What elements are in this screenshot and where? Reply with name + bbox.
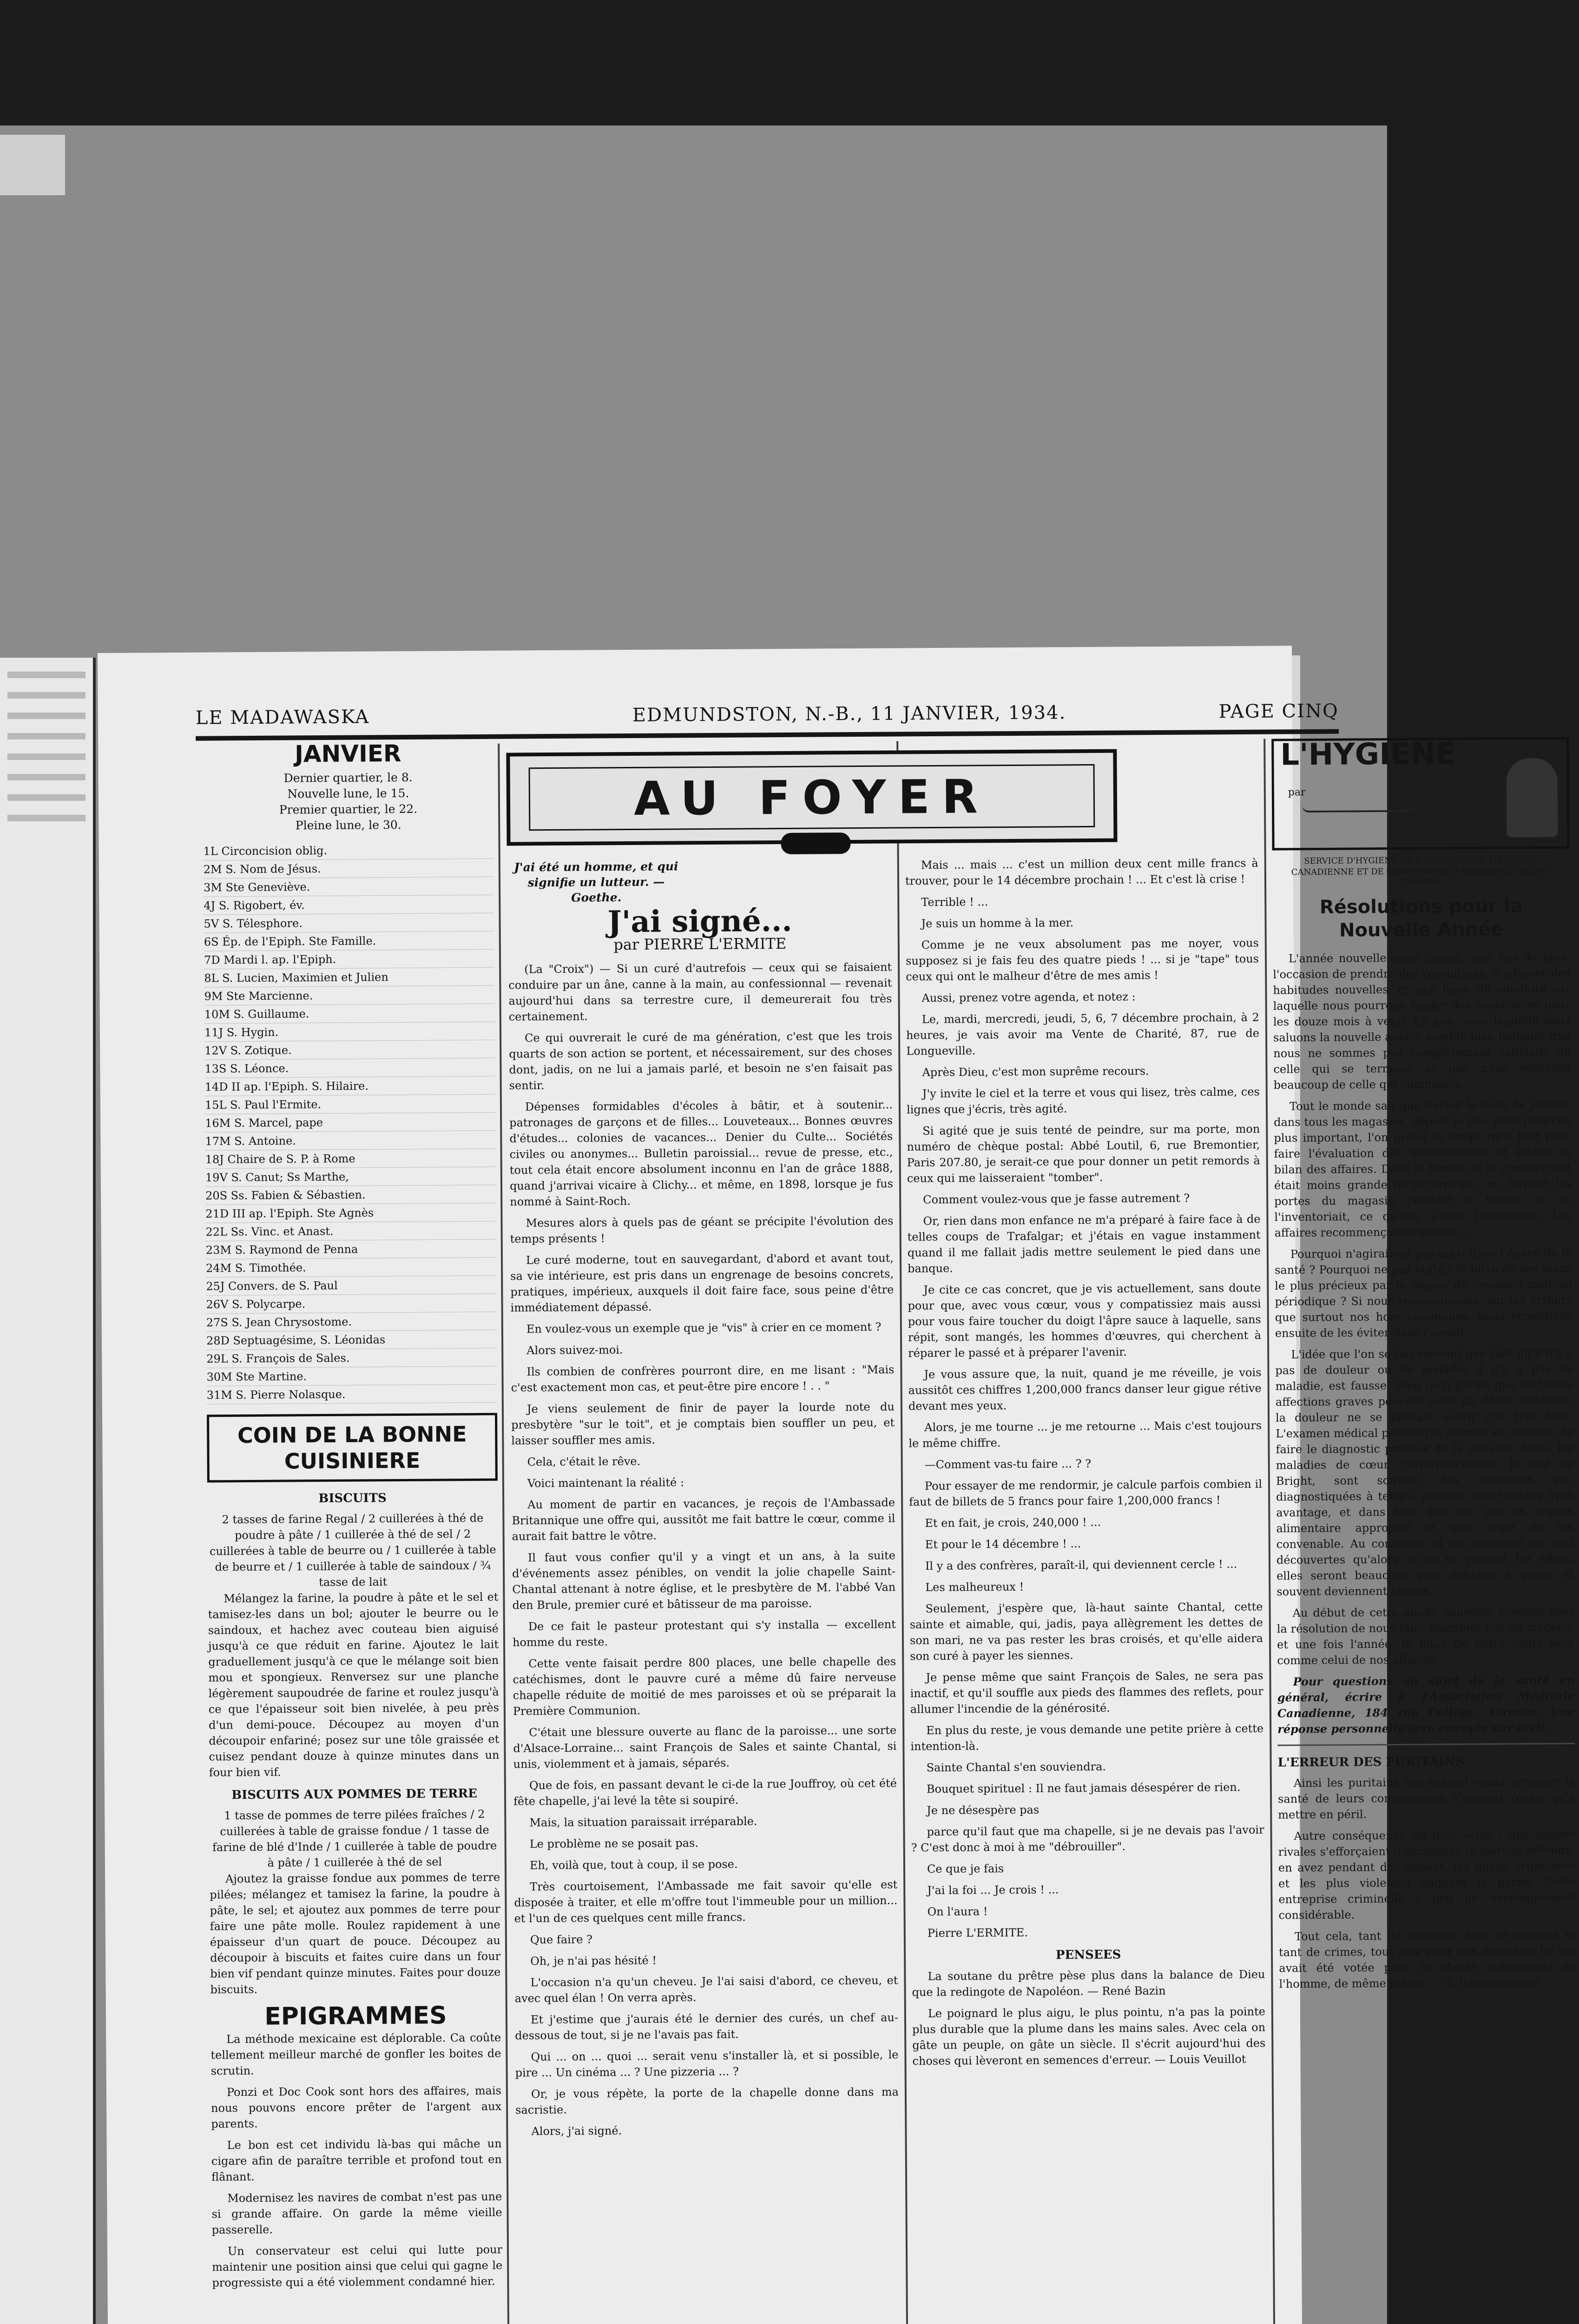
page-number: PAGE CINQ — [1218, 700, 1339, 723]
article-paragraph: Que de fois, en passant devant le ci-de la rue Jouffroy, où cet été fête chapelle, j'ai levé la tête si soupiré. — [513, 1776, 897, 1808]
dateline: EDMUNDSTON, N.-B., 11 JANVIER, 1934. — [632, 702, 1066, 726]
paper-name: LE MADAWASKA — [195, 706, 370, 729]
au-foyer-banner — [506, 749, 1117, 846]
article-paragraph: Très courtoisement, l'Ambassade me fait savoir qu'elle est disposée à traiter, et elle m'offre tout l'immeuble pour un million... et l'un de ces quelques cent mille francs. — [514, 1878, 898, 1925]
article-paragraph: Il faut vous confier qu'il y a vingt et un ans, à la suite d'événements assez pénibles, on vendit la jolie chapelle Saint-Chantal attenant à notre église, et le presbytère de M. l'abbé Van den Brule, premier curé et bâtisseur de ma paroisse. — [512, 1549, 896, 1612]
article-paragraph: J'y invite le ciel et la terre et vous qui lisez, très calme, ces lignes que j'écris, très agité. — [906, 1085, 1260, 1116]
article-paragraph: Sainte Chantal s'en souviendra. — [926, 1760, 1106, 1775]
article-paragraph: Alors suivez-moi. — [526, 1343, 623, 1357]
article-paragraph: Les malheureux ! — [925, 1580, 1024, 1594]
article-paragraph: Cette vente faisait perdre 800 places, une belle chapelle des catéchismes, dont le pauvre curé a même dû faire nerveuse chapelle réduite de moitié de mes paroisses et où se préparait la Première Communion. — [513, 1655, 896, 1718]
article-paragraph: Il y a des confrères, paraît-il, qui deviennent cercle ! ... — [925, 1558, 1237, 1573]
article-paragraph: C'était une blessure ouverte au flanc de la paroisse... une sorte d'Alsace-Lorraine... saint François de Sales et sainte Chantal, si unis, violemment et à jamais, séparés. — [513, 1723, 897, 1771]
calendar-day: 12V S. Zotique. — [204, 1040, 495, 1060]
calendar-day: 30M Ste Martine. — [206, 1367, 497, 1386]
calendar-day: 14D II ap. l'Epiph. S. Hilaire. — [205, 1076, 495, 1096]
epigramme: La méthode mexicaine est déplorable. Ca coûte tellement meilleur marché de gonfler les boites de scrutin. — [211, 2031, 501, 2078]
calendar-day: 5V S. Télesphore. — [204, 913, 494, 933]
article-paragraph: Mesures alors à quels pas de géant se précipite l'évolution des temps présents ! — [510, 1214, 894, 1246]
pensee: Le poignard le plus aigu, le plus pointu, n'a pas la pointe plus durable que la plume dans les mains sales. Avec cela on gâte un peuple, on gâte un siècle. Il s'écrit aujourd'hui des choses qui lèveront en semences d'erreur. — Louis Veuillot — [912, 2005, 1266, 2068]
calendar-day: 31M S. Pierre Nolasque. — [207, 1385, 497, 1405]
article-paragraph: Terrible ! ... — [921, 895, 988, 909]
calendar-day: 18J Chaire de S. P. à Rome — [205, 1149, 496, 1169]
calendar-day: 6S Ép. de l'Epiph. Ste Famille. — [204, 931, 494, 951]
calendar-day: 13S S. Léonce. — [204, 1058, 495, 1078]
article-paragraph: Je vous assure que, la nuit, quand je me réveille, je vois aussitôt ces chiffres 1,200,000 francs danser leur gigue rétive devant mes yeux. — [908, 1366, 1262, 1413]
article-paragraph: Je suis un homme à la mer. — [921, 916, 1074, 931]
recipe-title: BISCUITS AUX POMMES DE TERRE — [231, 1787, 477, 1802]
article-paragraph: De ce fait le pasteur protestant qui s'y installa — excellent homme du reste. — [512, 1618, 896, 1649]
article-paragraph: Tout le monde sait que durant le mois de janvier, dans tous les magasins, depuis le plus petit jusqu'au plus important, l'on prend le temps qu'il faut pour faire l'évaluation des marchandises et établir le bilan des affaires. Dans le temps où le commerçant était moins grande qu'aujourd'hui, on fermait les portes du magasin pendant le temps, et on l'inventoriait, ce qu'elle s'était l'inventaire. Les affaires recommençaient ensuite ... — [1274, 1098, 1572, 1240]
article-paragraph: Ils combien de confrères pourront dire, en me lisant : "Mais c'est exactement mon cas, et peut-être pire encore ! . . " — [511, 1363, 895, 1394]
calendar-day: 27S S. Jean Chrysostome. — [206, 1312, 497, 1332]
calendar-day: 20S Ss. Fabien & Sébastien. — [205, 1185, 496, 1205]
article-paragraph: Pourquoi n'agirait-on pas ainsi dans l'égard de la santé ? Pourquoi ne pas établir le bilan de ses biens le plus précieux par le moyen de l'examen médical périodique ? Si nous reconnaissons, sur les erreurs que surtout nos hors communes, nous remettions ensuite de les éviter dans l'avenir. — [1275, 1246, 1572, 1340]
article-paragraph: On l'aura ! — [927, 1905, 988, 1919]
article-paragraph: Je viens seulement de finir de payer la lourde note du presbytère "sur le toit", et je comptais bien souffler un peu, et laisser souffler mes amis. — [511, 1400, 895, 1447]
article-paragraph: Si agité que je suis tenté de peindre, sur ma porte, mon numéro de chèque postal: Abbé Loutil, 6, rue Bremontier, Paris 207.80, je serait-ce que pour donner un petit remords à ceux qui me laisseraient "tomber". — [907, 1122, 1260, 1185]
article-paragraph: Seulement, j'espère que, là-haut sainte Chantal, cette sainte et aimable, qui, jadis, paya allègrement les dettes de son mari, ne va pas rester les bras croisés, et qu'elle aidera son curé à payer les siennes. — [909, 1600, 1263, 1663]
article-paragraph: L'année nouvelle nous fournit, une fois de plus, l'occasion de prendre des résolutions, d'adopter des habitudes nouvelles, et une ligne de conduite sur laquelle nous pourrons fonder des espérances pour les douze mois à venir. La joie, avec laquelle nous saluons la nouvelle année, semble bien indiquer que nous ne sommes pas complètement satisfaits de celle qui se termine, et que nous espérons beaucoup de celle qui commence. — [1273, 950, 1571, 1092]
calendar-day: 28D Septuagésime, S. Léonidas — [206, 1330, 497, 1350]
article-paragraph: Je ne désespère pas — [927, 1803, 1040, 1817]
calendar-day: 26V S. Polycarpe. — [206, 1294, 496, 1314]
article-paragraph: Oh, je n'ai pas hésité ! — [530, 1954, 657, 1968]
calendar-day: 2M S. Nom de Jésus. — [204, 859, 494, 879]
calendar-month: JANVIER — [295, 740, 401, 768]
calendar-day: 3M Ste Geneviève. — [204, 877, 494, 897]
epigramme: Le bon est cet individu là-bas qui mâche un cigare afin de paraître terrible et profond tout en flânant. — [211, 2137, 502, 2184]
calendar-day: 23M S. Raymond de Penna — [206, 1240, 496, 1260]
article-paragraph: Voici maintenant la réalité : — [527, 1476, 684, 1490]
article-note: Pour questions au sujet de la santé en général, écrire à l'Association Médicale Canadienne, 184 rue College, Toronto. Une réponse personnelle sera envoyée sur écrit. — [1277, 1673, 1575, 1736]
calendar-days — [203, 841, 497, 1405]
column-au-foyer — [508, 858, 899, 2145]
article-paragraph: Comme je ne veux absolument pas me noyer, vous supposez si je fais feu des quatre pieds ! ... si je "tape" tous ceux qui ont le malheur d'être de mes amis ! — [905, 936, 1259, 984]
epigramme: Un conservateur est celui qui lutte pour maintenir une position ainsi que celui qui gagne le progressiste qui a été violemment condamné hier. — [212, 2243, 503, 2290]
article-paragraph: Que faire ? — [530, 1933, 593, 1947]
statue-figure-icon — [1506, 758, 1558, 838]
recipe-ingredients: 1 tasse de pommes de terre pilées fraîches / 2 cuillerées à table de graisse fondue / 1 tasse de farine de blé d'Inde / 1 cuillerée à table de poudre à pâte / 1 cuillerée à thé de sel — [212, 1807, 497, 1869]
byline: par PIERRE L'ERMITE — [613, 934, 787, 954]
calendar-day: 10M S. Guillaume. — [204, 1004, 495, 1024]
calendar-day: 22L Ss. Vinc. et Anast. — [205, 1221, 496, 1241]
article-paragraph: En plus du reste, je vous demande une petite prière à cette intention-là. — [910, 1722, 1264, 1753]
calendar-day: 1L Circoncision oblig. — [203, 841, 493, 861]
article-paragraph: Tout cela, tant de malaises, tant de misères et tant de crimes, tout cela pour une mauvaise loi qui avait été votée pour la liberté individuelle de l'homme, de même plaisir ... "L'Intransigeant". — [1279, 1928, 1577, 1991]
calendar-day: 17M S. Antoine. — [205, 1131, 495, 1151]
article-paragraph: Alors, je me tourne ... je me retourne ... Mais c'est toujours le même chiffre. — [908, 1419, 1262, 1450]
article-paragraph: (La "Croix") — Si un curé d'autrefois — ceux qui se faisaient conduire par un âne, canne à la main, au confessionnal — revenait aujourd'hui dans sa terrestre cure, il demeurerait fou très certainement. — [508, 960, 892, 1023]
calendar-day: 11J S. Hygin. — [204, 1022, 495, 1042]
hygiene-title: Résolutions pour la Nouvelle Année — [1319, 895, 1523, 941]
calendar-day: 25J Convers. de S. Paul — [206, 1276, 496, 1296]
article-paragraph: Pour essayer de me rendormir, je calcule parfois combien il faut de billets de 5 francs pour faire 1,200,000 francs ! — [909, 1477, 1263, 1509]
logo-caption: SERVICE D'HYGIENE DE L'ASSOCIATION MEDICALE CANADIENNE ET DE COMPAGNIES D'ASSURANCE-VIE DU CANADA — [1291, 855, 1551, 888]
article-paragraph: Pierre L'ERMITE. — [927, 1926, 1028, 1940]
article-paragraph: Au moment de partir en vacances, je reçois de l'Ambassade Britannique une offre qui, aussitôt me fait battre le cœur, comme il aurait fait battre le vôtre. — [512, 1496, 895, 1543]
epigramme: Modernisez les navires de combat n'est pas une si grande affaire. On garde la même vieille passerelle. — [211, 2190, 502, 2237]
article-paragraph: —Comment vas-tu faire ... ? ? — [924, 1457, 1092, 1472]
article-paragraph: Cela, c'était le rêve. — [527, 1454, 641, 1469]
article-paragraph: Le curé moderne, tout en sauvegardant, d'abord et avant tout, sa vie intérieure, est pris dans un engrenage de besoins concrets, pratiques, impérieux, auxquels il doit faire face, sous peine d'être immédiatement dépassé. — [510, 1251, 894, 1314]
epigrammes-title: EPIGRAMMES — [264, 2001, 447, 2031]
moon-phases: Dernier quartier, le 8. Nouvelle lune, le 15. Premier quartier, le 22. Pleine lune, le 30. — [279, 770, 418, 832]
cuisine-title: COIN DE LA BONNE CUISINIERE — [207, 1413, 498, 1483]
calendar-day: 15L S. Paul l'Ermite. — [205, 1095, 495, 1115]
previous-page-edge — [0, 658, 96, 2324]
recipe-text: Mélangez la farine, la poudre à pâte et le sel et tamisez-les dans un bol; ajouter le beurre ou le saindoux, et hachez avec couteau bien aiguisé jusqu'à ce que réduit en farine. Ajoutez le lait graduellement jusqu'à ce que le mélange soit bien mou et spongieux. Renversez sur une planche légèrement saupoudrée de farine et roulez jusqu'à ce que l'épaisseur soit bien nivelée, à peu près d'un demi-pouce. Découpez au moyen d'un découpoir enfariné; posez sur une tôle graissée et cuisez pendant douze à quinze minutes dans un four bien vif. — [208, 1590, 500, 1779]
puritains-title: L'ERREUR DES PURITAINS — [1277, 1755, 1465, 1770]
article-paragraph: Ce que je fais — [927, 1862, 1004, 1876]
newspaper-page — [98, 646, 1577, 2324]
calendar-day: 16M S. Marcel, pape — [205, 1113, 495, 1133]
hygiene-logo: L'HYGIENE par — [1271, 737, 1569, 851]
pensee: La soutane du prêtre pèse plus dans la balance de Dieu que la redingote de Napoléon. — René Bazin — [912, 1967, 1265, 1999]
article-paragraph: Qui ... on ... quoi ... serait venu s'installer là, et si possible, le pire ... Un cinéma ... ? Une pizzeria ... ? — [515, 2048, 899, 2080]
article-paragraph: L'occasion n'a qu'un cheveu. Je l'ai saisi d'abord, ce cheveu, et avec quel élan ! On verra après. — [514, 1974, 898, 2005]
calendar-day: 29L S. François de Sales. — [206, 1348, 497, 1368]
banner-title: AU FOYER — [633, 769, 990, 826]
article-paragraph: Au début de cette année nouvelle, prenons tous la résolution de nous faire examiner par un médecin et une fois l'année, le bilan de notre santé sera comme celui de nos affaires. — [1276, 1604, 1575, 1667]
article-paragraph: Et en fait, je crois, 240,000 ! ... — [925, 1515, 1101, 1530]
article-paragraph: Mais, la situation paraissait irréparable. — [529, 1815, 757, 1829]
signature-mark — [1302, 792, 1423, 813]
recipe-title: BISCUITS — [318, 1491, 387, 1506]
article-paragraph: Comment voulez-vous que je fasse autrement ? — [923, 1191, 1190, 1207]
article-paragraph: Or, rien dans mon enfance ne m'a préparé à faire face à de telles coups de Trafalgar; et j'étais en vague instamment quand il me fallait jadis mettre seulement le pied dans une banque. — [907, 1212, 1261, 1275]
article-paragraph: Alors, j'ai signé. — [531, 2124, 622, 2138]
article-paragraph: Ce qui ouvrerait le curé de ma génération, c'est que les trois quarts de son action se portent, et nécessairement, sur des choses dont, jadis, on ne lui a jamais parlé, et besoin ne s'en faisait pas sentir. — [509, 1029, 893, 1092]
calendar-day: 21D III ap. l'Epiph. Ste Agnès — [205, 1203, 496, 1223]
article-paragraph: Eh, voilà que, tout à coup, il se pose. — [529, 1857, 738, 1872]
calendar-day: 19V S. Canut; Ss Marthe, — [205, 1167, 496, 1187]
article-paragraph: Le problème ne se posait pas. — [529, 1836, 699, 1851]
recipe-ingredients: 2 tasses de farine Regal / 2 cuillerées à thé de poudre à pâte / 1 cuillerée à thé de sel / 2 cuillerées à table de beurre ou / 1 cuillerée à table de beurre et / 1 cuillerée à table de saindoux / ¾ tasse de lait — [209, 1511, 496, 1589]
calendar-day: 7D Mardi l. ap. l'Epiph. — [204, 950, 494, 970]
calendar-day: 8L S. Lucien, Maximien et Julien — [204, 968, 494, 988]
calendar-day: 4J S. Rigobert, év. — [204, 895, 494, 915]
ornament-icon — [781, 832, 850, 854]
epigramme: Ponzi et Doc Cook sont hors des affaires, mais nous pouvons encore prêter de l'argent aux parents. — [211, 2084, 502, 2131]
article-paragraph: Dépenses formidables d'écoles à bâtir, et à soutenir... patronages de garçons et de filles... Louveteaux... Bonnes œuvres d'études... colonies de vacances... Denier du Culte... Sociétés civiles ou anonymes... Bulletin paroissial... revue de presse, etc., tout cela était encore absolument inconnu en l'an de grâce 1888, quand j'arrivai vicaire à Clichy... et même, en 1898, lorsque je fus nommé à Saint-Roch. — [509, 1098, 894, 1208]
article-paragraph: Ainsi les puritains qui avaient voulu protéger la santé de leurs compatriotes n'avaient réussi qu'à mettre en péril. — [1278, 1775, 1576, 1822]
epigraph-quote: J'ai été un homme, et qui signifie un lutteur. — Goethe. — [514, 859, 678, 905]
article-paragraph: Bouquet spirituel : Il ne faut jamais désespérer de rien. — [926, 1781, 1241, 1796]
logo-title: L'HYGIENE — [1280, 737, 1456, 772]
column-hygiene — [1271, 737, 1577, 1998]
article-paragraph: Aussi, prenez votre agenda, et notez : — [921, 990, 1136, 1005]
article-paragraph: Après Dieu, c'est mon suprême recours. — [922, 1064, 1149, 1079]
pensees-title: PENSEES — [1055, 1948, 1121, 1962]
article-paragraph: Or, je vous répète, la porte de la chapelle donne dans ma sacristie. — [515, 2085, 899, 2117]
article-paragraph: Et pour le 14 décembre ! ... — [925, 1537, 1081, 1552]
article-paragraph: Et j'estime que j'aurais été le dernier des curés, un chef au-dessous de tout, si je ne l'avais pas fait. — [515, 2011, 899, 2042]
article-paragraph: Je pense même que saint François de Sales, ne sera pas inactif, et qu'il souffle aux pieds des flammes des reflets, pour allumer l'incendie de la générosité. — [910, 1669, 1263, 1716]
calendar-day: 9M Ste Marcienne. — [204, 986, 494, 1006]
article-paragraph: Je cite ce cas concret, que je vis actuellement, sans doute pour que, avec vous cœur, vous y compatissiez mais aussi pour vous faire toucher du doigt l'âpre sauce à laquelle, sans répit, sont mangés, les hommes d'œuvres, qui cherchent à réparer le passé et à préparer l'avenir. — [908, 1281, 1262, 1360]
column-tabatiere — [905, 855, 1266, 2075]
article-paragraph: J'ai la foi ... Je crois ! ... — [927, 1883, 1059, 1897]
article-title: J'ai signé... — [607, 903, 792, 940]
column-calendar — [203, 740, 503, 2297]
article-paragraph: En voulez-vous un exemple que je "vis" à crier en ce moment ? — [526, 1320, 882, 1336]
article-paragraph: L'idée que l'on se fait souvent que tant qu'il n'y a pas de douleur ou de maladie il n'y a pas de maladie, est fausse. Bien qu'il paraît que certaines affections graves peuvent avoir un début insidieux, la douleur ne se laissant sentir que très tard. L'examen médical périodique permet au médecin de faire le diagnostic précoce de la maladie. Ainsi, les maladies de cœur, l'artério-sclérose, le mal de Bright, sont souvent des affections qui, diagnostiquées à temps, peuvent être traitées avec avantage, et dans bien des cas, par un régime alimentaire approprié et une règle de vie convenable. Au contraire, si ces maladies ne sont découvertes qu'alors qu'on en ressent les effets, elles seront beaucoup plus difficiles à guérir et souvent deviennent fatales. — [1275, 1346, 1574, 1598]
article-paragraph: Le, mardi, mercredi, jeudi, 5, 6, 7 décembre prochain, à 2 heures, je vais avoir ma Vente de Charité, 87, rue de Longueville. — [906, 1010, 1260, 1058]
article-paragraph: parce qu'il faut que ma chapelle, si je ne devais pas l'avoir ? C'est donc à moi à me "débrouiller". — [911, 1823, 1264, 1855]
calendar-day: 24M S. Timothée. — [206, 1258, 496, 1278]
recipe-text: Ajoutez la graisse fondue aux pommes de terre pilées; mélangez et tamisez la farine, la poudre à pâte, le sel; et ajoutez aux pommes de terre pour faire une pâte molle. Roulez rapidement à une épaisseur d'un quart de pouce. Découpez au découpoir à biscuits et faites cuire dans un four bien vif pendant quinze minutes. Faites pour douze biscuits. — [210, 1870, 501, 1996]
article-paragraph: Mais ... mais ... c'est un million deux cent mille francs à trouver, pour le 14 décembre prochain ! ... Et c'est là crise ! — [905, 856, 1258, 888]
paper-scrap — [0, 135, 65, 195]
article-paragraph: Autre conséquence de leur vertu : des bandes rivales s'efforçaient d'accaparer le marché défendu, en avez pendant des années, les mieux organisées et les plus violentes gagnant la partie. Cette entreprise criminelle a pris un développement considérable. — [1278, 1828, 1576, 1922]
